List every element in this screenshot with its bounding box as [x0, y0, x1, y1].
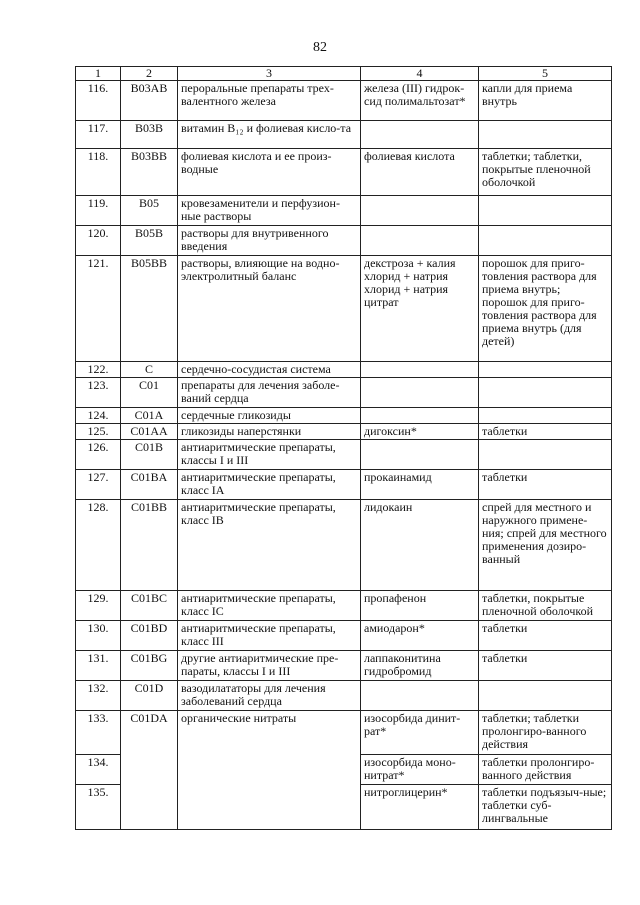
- dosage-form: таблетки: [479, 470, 612, 500]
- atc-code: B03AB: [121, 81, 178, 121]
- atc-code: B05BB: [121, 256, 178, 362]
- dosage-form: таблетки: [479, 651, 612, 681]
- atc-code: C01BA: [121, 470, 178, 500]
- table-row: [76, 362, 612, 378]
- drug-name: [361, 226, 479, 256]
- row-number: 130.: [76, 621, 121, 651]
- row-number: 117.: [76, 121, 121, 149]
- dosage-form: таблетки: [479, 424, 612, 440]
- drug-name: амиодарон*: [361, 621, 479, 651]
- table-row: [76, 256, 612, 362]
- group-name: пероральные препараты трех-валентного железа: [178, 81, 361, 121]
- atc-code: C01D: [121, 681, 178, 711]
- group-name: сердечно-сосудистая система: [178, 362, 361, 378]
- group-name: гликозиды наперстянки: [178, 424, 361, 440]
- dosage-form: [479, 681, 612, 711]
- atc-code: C01A: [121, 408, 178, 424]
- row-number: 121.: [76, 256, 121, 362]
- row-number: 127.: [76, 470, 121, 500]
- atc-code: C01DA: [121, 711, 178, 830]
- row-number: 129.: [76, 591, 121, 621]
- atc-code: B03BB: [121, 149, 178, 196]
- table-row: [76, 408, 612, 424]
- table-row: [76, 424, 612, 440]
- table-row: [76, 378, 612, 408]
- group-name: препараты для лечения заболе-ваний сердца: [178, 378, 361, 408]
- table-header-row: [76, 67, 612, 81]
- drug-name: фолиевая кислота: [361, 149, 479, 196]
- table-row: [76, 681, 612, 711]
- group-name: органические нитраты: [178, 711, 361, 830]
- table-row: [76, 226, 612, 256]
- atc-code: C01B: [121, 440, 178, 470]
- drug-name: изосорбида динит-рат*: [361, 711, 479, 755]
- atc-code: B05B: [121, 226, 178, 256]
- drug-name: нитроглицерин*: [361, 785, 479, 830]
- row-number: 126.: [76, 440, 121, 470]
- drug-name: дигоксин*: [361, 424, 479, 440]
- row-number: 124.: [76, 408, 121, 424]
- drug-name: пропафенон: [361, 591, 479, 621]
- drug-name: [361, 378, 479, 408]
- table-row: [76, 651, 612, 681]
- group-name: антиаритмические препараты, класс III: [178, 621, 361, 651]
- group-name: антиаритмические препараты, классы I и III: [178, 440, 361, 470]
- drug-name: изосорбида моно-нитрат*: [361, 755, 479, 785]
- drug-name: [361, 121, 479, 149]
- column-header: 4: [361, 67, 479, 81]
- dosage-form: таблетки, покрытые пленочной оболочкой: [479, 591, 612, 621]
- group-name: другие антиаритмические пре-параты, классы I и III: [178, 651, 361, 681]
- group-name: сердечные гликозиды: [178, 408, 361, 424]
- table-row: [76, 121, 612, 149]
- table-row: [76, 500, 612, 591]
- column-header: 2: [121, 67, 178, 81]
- drug-name: [361, 440, 479, 470]
- column-header: 5: [479, 67, 612, 81]
- table-row: [76, 591, 612, 621]
- group-name: растворы, влияющие на водно-электролитный баланс: [178, 256, 361, 362]
- dosage-form: [479, 378, 612, 408]
- atc-code: C01AA: [121, 424, 178, 440]
- drug-name: лаппаконитина гидробромид: [361, 651, 479, 681]
- page-number: 82: [313, 40, 327, 55]
- dosage-form: таблетки: [479, 621, 612, 651]
- row-number: 116.: [76, 81, 121, 121]
- table-row: [76, 470, 612, 500]
- atc-code: C: [121, 362, 178, 378]
- group-name: кровезаменители и перфузион-ные растворы: [178, 196, 361, 226]
- drug-name: прокаинамид: [361, 470, 479, 500]
- row-number: 135.: [76, 785, 121, 830]
- atc-code: C01BD: [121, 621, 178, 651]
- drug-name: [361, 362, 479, 378]
- table-row: [76, 196, 612, 226]
- dosage-form: таблетки; таблетки, покрытые пленочной оболочкой: [479, 149, 612, 196]
- dosage-form: [479, 196, 612, 226]
- column-header: 1: [76, 67, 121, 81]
- row-number: 119.: [76, 196, 121, 226]
- table-row: [76, 440, 612, 470]
- dosage-form: [479, 121, 612, 149]
- row-number: 132.: [76, 681, 121, 711]
- atc-code: B03B: [121, 121, 178, 149]
- dosage-form: [479, 440, 612, 470]
- row-number: 120.: [76, 226, 121, 256]
- drug-name: [361, 196, 479, 226]
- group-name: антиаритмические препараты, класс IB: [178, 500, 361, 591]
- dosage-form: таблетки; таблетки пролонгиро-ванного действия: [479, 711, 612, 755]
- group-name: витамин B₁₂ и фолиевая кисло-та: [178, 121, 361, 149]
- dosage-form: спрей для местного и наружного примене-ния; спрей для местного применения дозиро-ванный: [479, 500, 612, 591]
- row-number: 128.: [76, 500, 121, 591]
- atc-code: C01BG: [121, 651, 178, 681]
- drug-name: [361, 408, 479, 424]
- group-name: вазодилататоры для лечения заболеваний сердца: [178, 681, 361, 711]
- row-number: 131.: [76, 651, 121, 681]
- row-number: 118.: [76, 149, 121, 196]
- group-name: антиаритмические препараты, класс IA: [178, 470, 361, 500]
- drug-name: железа (III) гидрок-сид полимальтозат*: [361, 81, 479, 121]
- drug-name: [361, 681, 479, 711]
- table-row: [76, 81, 612, 121]
- medicines-table: [75, 66, 612, 830]
- row-number: 133.: [76, 711, 121, 755]
- group-name: фолиевая кислота и ее произ-водные: [178, 149, 361, 196]
- table-row: [76, 149, 612, 196]
- atc-code: C01BB: [121, 500, 178, 591]
- atc-code: C01: [121, 378, 178, 408]
- row-number: 125.: [76, 424, 121, 440]
- row-number: 123.: [76, 378, 121, 408]
- atc-code: B05: [121, 196, 178, 226]
- group-name: антиаритмические препараты, класс IC: [178, 591, 361, 621]
- dosage-form: [479, 362, 612, 378]
- table-row: [76, 621, 612, 651]
- row-number: 134.: [76, 755, 121, 785]
- dosage-form: [479, 408, 612, 424]
- dosage-form: [479, 226, 612, 256]
- drug-name: декстроза + калия хлорид + натрия хлорид + натрия цитрат: [361, 256, 479, 362]
- drug-name: лидокаин: [361, 500, 479, 591]
- group-name: растворы для внутривенного введения: [178, 226, 361, 256]
- table-row: [76, 711, 612, 755]
- dosage-form: таблетки пролонгиро-ванного действия: [479, 755, 612, 785]
- column-header: 3: [178, 67, 361, 81]
- row-number: 122.: [76, 362, 121, 378]
- dosage-form: таблетки подъязыч-ные; таблетки суб-лингвальные: [479, 785, 612, 830]
- dosage-form: порошок для приго-товления раствора для приема внутрь; порошок для приго-товления раствора для приема внутрь (для детей): [479, 256, 612, 362]
- dosage-form: капли для приема внутрь: [479, 81, 612, 121]
- atc-code: C01BC: [121, 591, 178, 621]
